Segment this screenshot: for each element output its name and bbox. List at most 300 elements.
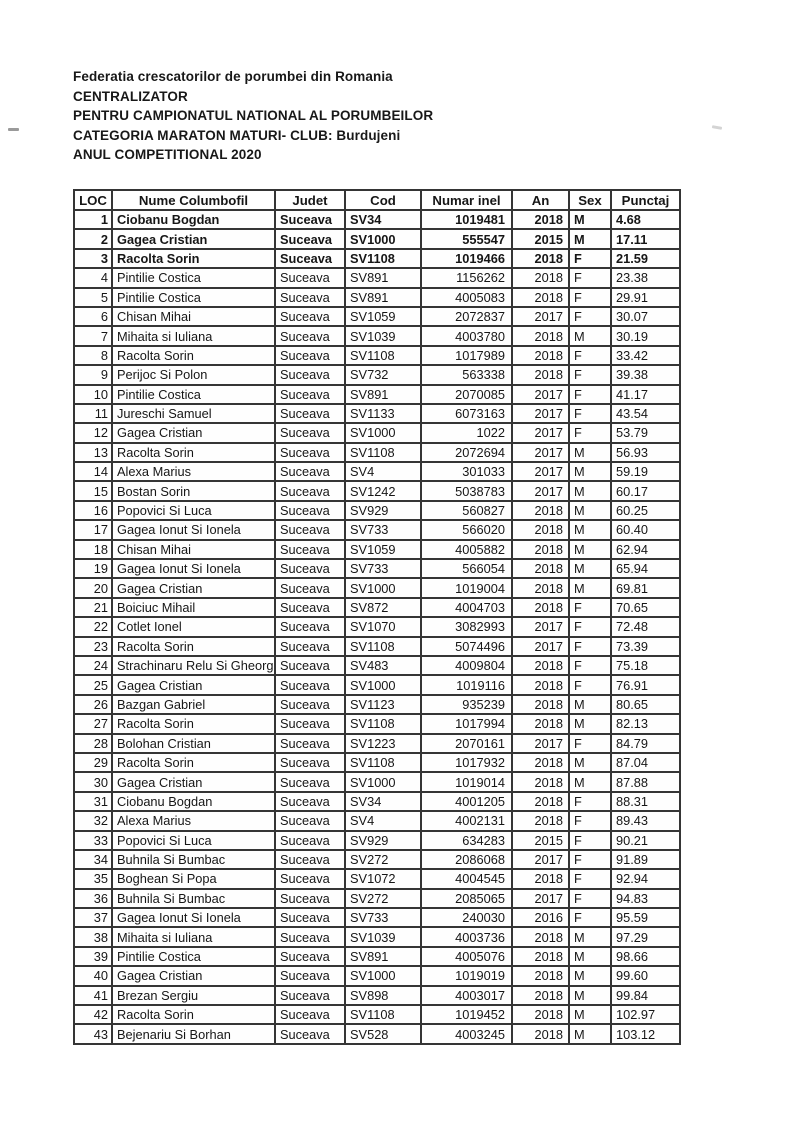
cell-loc: 34 — [74, 850, 112, 869]
table-row — [74, 889, 680, 908]
cell-sex: F — [569, 908, 611, 927]
cell-loc: 22 — [74, 617, 112, 636]
cell-loc: 15 — [74, 481, 112, 500]
cell-numar-inel: 4001205 — [421, 792, 512, 811]
cell-judet: Suceava — [275, 753, 345, 772]
cell-sex: F — [569, 734, 611, 753]
cell-punctaj: 82.13 — [611, 714, 680, 733]
cell-cod: SV872 — [345, 598, 421, 617]
cell-judet: Suceava — [275, 365, 345, 384]
column-header-loc: LOC — [74, 190, 112, 210]
cell-punctaj: 103.12 — [611, 1024, 680, 1043]
cell-an: 2018 — [512, 520, 569, 539]
cell-judet: Suceava — [275, 385, 345, 404]
table-row — [74, 288, 680, 307]
cell-nume-columbofil: Racolta Sorin — [112, 346, 275, 365]
cell-punctaj: 73.39 — [611, 637, 680, 656]
cell-cod: SV1072 — [345, 869, 421, 888]
cell-judet: Suceava — [275, 675, 345, 694]
cell-numar-inel: 1017994 — [421, 714, 512, 733]
cell-an: 2018 — [512, 540, 569, 559]
cell-an: 2017 — [512, 617, 569, 636]
cell-judet: Suceava — [275, 249, 345, 268]
cell-judet: Suceava — [275, 210, 345, 229]
cell-an: 2018 — [512, 947, 569, 966]
cell-cod: SV733 — [345, 908, 421, 927]
cell-punctaj: 87.88 — [611, 772, 680, 791]
cell-numar-inel: 2085065 — [421, 889, 512, 908]
cell-cod: SV1242 — [345, 481, 421, 500]
cell-nume-columbofil: Pintilie Costica — [112, 288, 275, 307]
cell-cod: SV898 — [345, 986, 421, 1005]
cell-judet: Suceava — [275, 695, 345, 714]
cell-an: 2018 — [512, 1024, 569, 1043]
cell-judet: Suceava — [275, 714, 345, 733]
cell-nume-columbofil: Jureschi Samuel — [112, 404, 275, 423]
cell-numar-inel: 563338 — [421, 365, 512, 384]
cell-cod: SV4 — [345, 811, 421, 830]
cell-loc: 6 — [74, 307, 112, 326]
cell-numar-inel: 2070085 — [421, 385, 512, 404]
cell-an: 2017 — [512, 385, 569, 404]
cell-sex: M — [569, 966, 611, 985]
column-header-an: An — [512, 190, 569, 210]
table-row — [74, 365, 680, 384]
cell-judet: Suceava — [275, 229, 345, 248]
cell-cod: SV1059 — [345, 540, 421, 559]
table-row — [74, 850, 680, 869]
cell-sex: M — [569, 210, 611, 229]
cell-punctaj: 99.84 — [611, 986, 680, 1005]
cell-loc: 38 — [74, 927, 112, 946]
cell-numar-inel: 1019481 — [421, 210, 512, 229]
cell-sex: M — [569, 986, 611, 1005]
cell-numar-inel: 4005882 — [421, 540, 512, 559]
cell-nume-columbofil: Gagea Cristian — [112, 772, 275, 791]
cell-numar-inel: 1019004 — [421, 578, 512, 597]
cell-numar-inel: 566020 — [421, 520, 512, 539]
cell-cod: SV34 — [345, 792, 421, 811]
cell-numar-inel: 560827 — [421, 501, 512, 520]
cell-an: 2017 — [512, 889, 569, 908]
cell-sex: F — [569, 423, 611, 442]
cell-loc: 29 — [74, 753, 112, 772]
cell-numar-inel: 566054 — [421, 559, 512, 578]
cell-loc: 28 — [74, 734, 112, 753]
scan-artifact-left — [8, 128, 19, 131]
table-row — [74, 501, 680, 520]
cell-judet: Suceava — [275, 326, 345, 345]
table-row — [74, 675, 680, 694]
cell-cod: SV1223 — [345, 734, 421, 753]
cell-nume-columbofil: Gagea Cristian — [112, 578, 275, 597]
document-header — [73, 67, 433, 165]
cell-numar-inel: 5038783 — [421, 481, 512, 500]
cell-an: 2018 — [512, 249, 569, 268]
cell-punctaj: 69.81 — [611, 578, 680, 597]
cell-an: 2018 — [512, 792, 569, 811]
cell-sex: M — [569, 1005, 611, 1024]
cell-sex: M — [569, 462, 611, 481]
cell-judet: Suceava — [275, 1024, 345, 1043]
cell-sex: F — [569, 268, 611, 287]
cell-loc: 25 — [74, 675, 112, 694]
cell-nume-columbofil: Gagea Ionut Si Ionela — [112, 520, 275, 539]
table-row — [74, 869, 680, 888]
cell-punctaj: 43.54 — [611, 404, 680, 423]
column-header-numar-inel: Numar inel — [421, 190, 512, 210]
cell-punctaj: 99.60 — [611, 966, 680, 985]
table-row — [74, 481, 680, 500]
cell-loc: 36 — [74, 889, 112, 908]
table-row — [74, 714, 680, 733]
cell-sex: M — [569, 229, 611, 248]
cell-judet: Suceava — [275, 831, 345, 850]
cell-punctaj: 88.31 — [611, 792, 680, 811]
column-header-cod: Cod — [345, 190, 421, 210]
cell-nume-columbofil: Brezan Sergiu — [112, 986, 275, 1005]
cell-judet: Suceava — [275, 947, 345, 966]
cell-cod: SV1108 — [345, 753, 421, 772]
cell-sex: F — [569, 656, 611, 675]
table-row — [74, 229, 680, 248]
cell-sex: M — [569, 714, 611, 733]
cell-an: 2018 — [512, 268, 569, 287]
cell-punctaj: 102.97 — [611, 1005, 680, 1024]
cell-judet: Suceava — [275, 927, 345, 946]
cell-sex: F — [569, 637, 611, 656]
cell-judet: Suceava — [275, 443, 345, 462]
cell-numar-inel: 1019466 — [421, 249, 512, 268]
cell-nume-columbofil: Pintilie Costica — [112, 947, 275, 966]
cell-judet: Suceava — [275, 559, 345, 578]
table-row — [74, 831, 680, 850]
cell-judet: Suceava — [275, 986, 345, 1005]
cell-nume-columbofil: Alexa Marius — [112, 462, 275, 481]
cell-numar-inel: 5074496 — [421, 637, 512, 656]
cell-an: 2018 — [512, 966, 569, 985]
cell-punctaj: 41.17 — [611, 385, 680, 404]
cell-sex: M — [569, 520, 611, 539]
header-line-federation: Federatia crescatorilor de porumbei din Romania — [73, 69, 393, 84]
cell-nume-columbofil: Gagea Cristian — [112, 423, 275, 442]
cell-sex: M — [569, 927, 611, 946]
cell-nume-columbofil: Buhnila Si Bumbac — [112, 850, 275, 869]
cell-sex: F — [569, 385, 611, 404]
cell-nume-columbofil: Popovici Si Luca — [112, 501, 275, 520]
cell-punctaj: 91.89 — [611, 850, 680, 869]
table-row — [74, 578, 680, 597]
cell-cod: SV1000 — [345, 578, 421, 597]
cell-judet: Suceava — [275, 346, 345, 365]
cell-loc: 35 — [74, 869, 112, 888]
cell-nume-columbofil: Bolohan Cristian — [112, 734, 275, 753]
cell-loc: 10 — [74, 385, 112, 404]
cell-cod: SV1000 — [345, 772, 421, 791]
cell-judet: Suceava — [275, 404, 345, 423]
cell-an: 2017 — [512, 423, 569, 442]
cell-nume-columbofil: Bostan Sorin — [112, 481, 275, 500]
cell-numar-inel: 1156262 — [421, 268, 512, 287]
cell-loc: 39 — [74, 947, 112, 966]
cell-an: 2018 — [512, 695, 569, 714]
table-row — [74, 346, 680, 365]
cell-numar-inel: 2070161 — [421, 734, 512, 753]
cell-punctaj: 98.66 — [611, 947, 680, 966]
cell-an: 2018 — [512, 772, 569, 791]
cell-sex: F — [569, 249, 611, 268]
cell-an: 2018 — [512, 501, 569, 520]
column-header-punctaj: Punctaj — [611, 190, 680, 210]
cell-punctaj: 75.18 — [611, 656, 680, 675]
table-row — [74, 520, 680, 539]
cell-cod: SV1000 — [345, 675, 421, 694]
table-row — [74, 734, 680, 753]
cell-an: 2017 — [512, 637, 569, 656]
cell-cod: SV733 — [345, 520, 421, 539]
table-row — [74, 908, 680, 927]
table-row — [74, 423, 680, 442]
cell-nume-columbofil: Racolta Sorin — [112, 443, 275, 462]
header-line-competition-year: ANUL COMPETITIONAL 2020 — [73, 147, 262, 163]
table-row — [74, 947, 680, 966]
cell-punctaj: 30.19 — [611, 326, 680, 345]
cell-loc: 13 — [74, 443, 112, 462]
cell-numar-inel: 4003245 — [421, 1024, 512, 1043]
cell-numar-inel: 3082993 — [421, 617, 512, 636]
cell-an: 2018 — [512, 365, 569, 384]
cell-cod: SV1000 — [345, 423, 421, 442]
cell-sex: M — [569, 772, 611, 791]
cell-punctaj: 90.21 — [611, 831, 680, 850]
cell-cod: SV733 — [345, 559, 421, 578]
scan-artifact-right — [712, 125, 722, 130]
cell-punctaj: 21.59 — [611, 249, 680, 268]
table-row — [74, 637, 680, 656]
table-row — [74, 1024, 680, 1043]
cell-nume-columbofil: Mihaita si Iuliana — [112, 927, 275, 946]
cell-numar-inel: 301033 — [421, 462, 512, 481]
cell-judet: Suceava — [275, 869, 345, 888]
cell-loc: 20 — [74, 578, 112, 597]
cell-sex: F — [569, 811, 611, 830]
cell-cod: SV1000 — [345, 966, 421, 985]
cell-cod: SV272 — [345, 889, 421, 908]
cell-sex: M — [569, 501, 611, 520]
cell-judet: Suceava — [275, 520, 345, 539]
cell-cod: SV891 — [345, 288, 421, 307]
cell-numar-inel: 4003736 — [421, 927, 512, 946]
cell-punctaj: 53.79 — [611, 423, 680, 442]
cell-loc: 17 — [74, 520, 112, 539]
cell-numar-inel: 1017932 — [421, 753, 512, 772]
cell-punctaj: 95.59 — [611, 908, 680, 927]
table-row — [74, 772, 680, 791]
cell-sex: F — [569, 598, 611, 617]
cell-loc: 41 — [74, 986, 112, 1005]
cell-cod: SV483 — [345, 656, 421, 675]
cell-sex: M — [569, 695, 611, 714]
cell-loc: 4 — [74, 268, 112, 287]
cell-cod: SV891 — [345, 268, 421, 287]
cell-judet: Suceava — [275, 792, 345, 811]
cell-an: 2018 — [512, 675, 569, 694]
cell-sex: F — [569, 404, 611, 423]
cell-loc: 23 — [74, 637, 112, 656]
cell-judet: Suceava — [275, 656, 345, 675]
cell-cod: SV891 — [345, 385, 421, 404]
cell-numar-inel: 2072694 — [421, 443, 512, 462]
header-row — [74, 190, 680, 210]
cell-cod: SV528 — [345, 1024, 421, 1043]
cell-numar-inel: 4005076 — [421, 947, 512, 966]
cell-loc: 19 — [74, 559, 112, 578]
cell-sex: F — [569, 889, 611, 908]
cell-numar-inel: 1019452 — [421, 1005, 512, 1024]
cell-judet: Suceava — [275, 908, 345, 927]
cell-nume-columbofil: Boiciuc Mihail — [112, 598, 275, 617]
cell-loc: 14 — [74, 462, 112, 481]
cell-numar-inel: 4003780 — [421, 326, 512, 345]
cell-judet: Suceava — [275, 462, 345, 481]
results-table — [73, 189, 681, 1045]
cell-numar-inel: 6073163 — [421, 404, 512, 423]
cell-loc: 42 — [74, 1005, 112, 1024]
cell-an: 2015 — [512, 831, 569, 850]
cell-an: 2018 — [512, 714, 569, 733]
cell-judet: Suceava — [275, 850, 345, 869]
results-table-head — [74, 190, 680, 210]
cell-sex: M — [569, 578, 611, 597]
cell-sex: F — [569, 675, 611, 694]
cell-loc: 30 — [74, 772, 112, 791]
cell-nume-columbofil: Pintilie Costica — [112, 268, 275, 287]
table-row — [74, 792, 680, 811]
cell-sex: F — [569, 792, 611, 811]
cell-judet: Suceava — [275, 811, 345, 830]
cell-punctaj: 59.19 — [611, 462, 680, 481]
cell-cod: SV732 — [345, 365, 421, 384]
cell-judet: Suceava — [275, 772, 345, 791]
cell-judet: Suceava — [275, 540, 345, 559]
cell-judet: Suceava — [275, 578, 345, 597]
cell-loc: 37 — [74, 908, 112, 927]
cell-cod: SV891 — [345, 947, 421, 966]
table-row — [74, 210, 680, 229]
cell-punctaj: 65.94 — [611, 559, 680, 578]
cell-sex: M — [569, 443, 611, 462]
cell-an: 2018 — [512, 326, 569, 345]
cell-numar-inel: 1019019 — [421, 966, 512, 985]
cell-numar-inel: 555547 — [421, 229, 512, 248]
cell-cod: SV1108 — [345, 714, 421, 733]
cell-sex: M — [569, 947, 611, 966]
header-line-championship: PENTRU CAMPIONATUL NATIONAL AL PORUMBEILOR — [73, 108, 434, 124]
cell-an: 2018 — [512, 346, 569, 365]
cell-numar-inel: 1017989 — [421, 346, 512, 365]
table-row — [74, 811, 680, 830]
cell-an: 2017 — [512, 443, 569, 462]
cell-nume-columbofil: Gagea Cristian — [112, 675, 275, 694]
table-row — [74, 927, 680, 946]
cell-an: 2018 — [512, 598, 569, 617]
cell-nume-columbofil: Chisan Mihai — [112, 307, 275, 326]
cell-nume-columbofil: Gagea Cristian — [112, 966, 275, 985]
cell-an: 2018 — [512, 288, 569, 307]
cell-nume-columbofil: Gagea Ionut Si Ionela — [112, 559, 275, 578]
cell-punctaj: 87.04 — [611, 753, 680, 772]
cell-an: 2018 — [512, 927, 569, 946]
cell-numar-inel: 1022 — [421, 423, 512, 442]
cell-punctaj: 62.94 — [611, 540, 680, 559]
cell-cod: SV1108 — [345, 443, 421, 462]
cell-loc: 11 — [74, 404, 112, 423]
cell-punctaj: 39.38 — [611, 365, 680, 384]
cell-numar-inel: 2072837 — [421, 307, 512, 326]
cell-loc: 1 — [74, 210, 112, 229]
cell-sex: F — [569, 365, 611, 384]
cell-punctaj: 80.65 — [611, 695, 680, 714]
cell-judet: Suceava — [275, 966, 345, 985]
cell-judet: Suceava — [275, 598, 345, 617]
cell-cod: SV1108 — [345, 346, 421, 365]
cell-punctaj: 76.91 — [611, 675, 680, 694]
table-row — [74, 966, 680, 985]
cell-nume-columbofil: Racolta Sorin — [112, 714, 275, 733]
table-row — [74, 598, 680, 617]
cell-judet: Suceava — [275, 307, 345, 326]
cell-cod: SV1108 — [345, 1005, 421, 1024]
table-row — [74, 404, 680, 423]
cell-sex: F — [569, 850, 611, 869]
cell-an: 2018 — [512, 559, 569, 578]
cell-loc: 12 — [74, 423, 112, 442]
cell-nume-columbofil: Racolta Sorin — [112, 249, 275, 268]
cell-punctaj: 60.17 — [611, 481, 680, 500]
cell-an: 2017 — [512, 850, 569, 869]
cell-nume-columbofil: Chisan Mihai — [112, 540, 275, 559]
cell-loc: 3 — [74, 249, 112, 268]
cell-cod: SV4 — [345, 462, 421, 481]
cell-an: 2018 — [512, 210, 569, 229]
cell-sex: M — [569, 326, 611, 345]
cell-loc: 21 — [74, 598, 112, 617]
table-row — [74, 986, 680, 1005]
cell-loc: 26 — [74, 695, 112, 714]
cell-numar-inel: 4004545 — [421, 869, 512, 888]
cell-nume-columbofil: Gagea Ionut Si Ionela — [112, 908, 275, 927]
cell-cod: SV34 — [345, 210, 421, 229]
cell-numar-inel: 2086068 — [421, 850, 512, 869]
cell-judet: Suceava — [275, 268, 345, 287]
table-row — [74, 617, 680, 636]
cell-nume-columbofil: Buhnila Si Bumbac — [112, 889, 275, 908]
cell-loc: 18 — [74, 540, 112, 559]
cell-judet: Suceava — [275, 481, 345, 500]
table-row — [74, 462, 680, 481]
cell-an: 2016 — [512, 908, 569, 927]
cell-punctaj: 60.25 — [611, 501, 680, 520]
cell-nume-columbofil: Pintilie Costica — [112, 385, 275, 404]
cell-numar-inel: 4004703 — [421, 598, 512, 617]
table-row — [74, 695, 680, 714]
cell-loc: 2 — [74, 229, 112, 248]
cell-cod: SV929 — [345, 501, 421, 520]
cell-an: 2017 — [512, 307, 569, 326]
cell-an: 2018 — [512, 869, 569, 888]
cell-numar-inel: 4003017 — [421, 986, 512, 1005]
header-line-category-club: CATEGORIA MARATON MATURI- CLUB: Burdujeni — [73, 127, 401, 143]
